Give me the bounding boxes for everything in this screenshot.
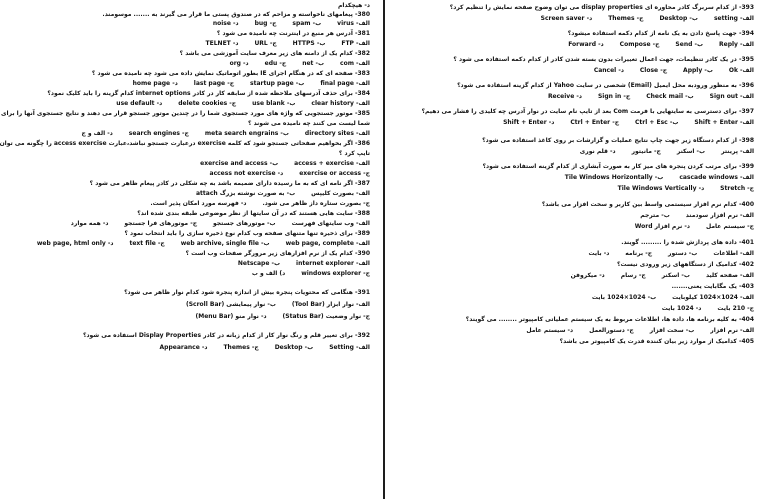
question-line: 384- برای حذف آدرسهای ملاحظه شده از سابقه کار در کادر internet options کدام گزینه را باید کلیک نمود؟ — [47, 90, 370, 97]
answer-option: الف- Reply — [719, 41, 754, 48]
answer-option: الف- setting — [713, 15, 754, 22]
answer-options — [400, 120, 754, 126]
right-page — [392, 0, 762, 499]
answer-option: د- Shift + Enter — [503, 119, 555, 126]
question-line: 380- پیغامهای ناخواسته و مزاحم که در صندوق پستی ما قرار می گیرند به ....... موسومند. — [102, 11, 370, 18]
answer-option: ب- نوار پیمایشی (Scroll Bar) — [185, 301, 276, 308]
answer-option: الف- بصورت کلیپس — [311, 190, 370, 197]
answer-option: د- قلم نوری — [579, 148, 616, 155]
question-line: 404- به کلیه برنامه ها، داده ها، اطلاعات مربوط به یک سیستم عملیاتی کامپیوتر ........ می گویند؟ — [465, 316, 754, 323]
question-line: 389- برای ذخیره تنها متنهای صفحه وب کدام نوع ذخیره سازی را باید انتخاب نمود ؟ — [124, 230, 370, 237]
question-line: 393- از کدام سربرگ کادر محاوره ای display properties می توان وضوح صفحه نمایش را تنظیم کرد؟ — [449, 4, 754, 11]
answer-option: د- access not exercise — [209, 170, 284, 177]
answer-option: ج- last page — [193, 80, 235, 87]
answer-options — [14, 191, 370, 197]
answer-options — [400, 273, 754, 279]
question-line: 403- یک مگابایت یعنی....... — [671, 283, 754, 290]
question-line: 401- داده های پردازش شده را ......... گویند. — [621, 239, 754, 246]
answer-option: ج- Stretch — [720, 185, 754, 192]
answer-option: د- Receive — [547, 93, 582, 100]
question-line: 395- در یک کادر تنظیمات، جهت اعمال تغییرات بدون بسته شدن کادر از کدام دکمه استفاده می شود ؟ — [453, 56, 754, 63]
question-line: 394- جهت پاسخ دادن به یک نامه از کدام دکمه استفاده میشود؟ — [567, 30, 754, 37]
answer-option: الف- نرم افزار سودمند — [685, 212, 754, 219]
answer-options — [14, 201, 370, 207]
answer-option: ج- سیستم عامل — [705, 223, 754, 230]
answer-option: ب- web archive, single file — [180, 240, 270, 247]
question-line: 383- صفحه ای که در هنگام اجرای IE بطور اتوماتیک نمایش داده می شود چه نامیده می شود ؟ — [91, 70, 370, 77]
answer-option: الف- وب سایتهای فهرست — [291, 220, 370, 227]
answer-option: الف- web page, complete — [285, 240, 370, 247]
answer-option: د- Tile Windows Vertically — [617, 185, 705, 192]
question-line: د- هیچکدام — [337, 2, 370, 9]
answer-option: ب- Tile Windows Horizontally — [564, 174, 664, 181]
answer-option: ج- Close — [639, 67, 668, 74]
answer-option: د- نوار منو (Menu Bar) — [195, 313, 267, 320]
answer-options — [400, 68, 754, 74]
answer-option: ب- use blank — [252, 100, 296, 107]
answer-options — [14, 161, 370, 167]
answer-option: ج- دستورالعمل — [589, 327, 634, 334]
answer-options — [400, 328, 754, 334]
answer-options — [400, 16, 754, 22]
answer-option: ج- bug — [254, 20, 277, 27]
answer-option: الف- FTP — [341, 40, 370, 47]
answer-options — [400, 94, 754, 100]
question-line: 399- برای مرتب کردن پنجره های میز کار به صورت آبشاری از کدام گزینه استفاده می شود؟ — [482, 163, 754, 170]
answer-options — [14, 261, 370, 267]
answer-options — [400, 149, 754, 155]
answer-option: د- TELNET — [205, 40, 239, 47]
answer-option: د- Screen saver — [540, 15, 593, 22]
answer-option: ب- Desktop — [274, 344, 314, 351]
answer-option: الف- final page — [320, 80, 370, 87]
answer-option: د- فهرسه مورد امکان پذیر است. — [150, 200, 247, 207]
answer-option: د- بایت — [588, 250, 610, 257]
answer-option: د) الف و ب — [251, 270, 286, 277]
answer-option: ج- نوار وضعیت (Status Bar) — [282, 313, 370, 320]
question-line: 396- به منظور ورودبه محل ایمیل (Email) شخصی در سایت Yahoo از کدام گزینه استفاده می شود؟ — [457, 82, 754, 89]
answer-option: ج- text file — [129, 240, 165, 247]
answer-options — [400, 213, 754, 219]
answer-option: د- org — [229, 60, 249, 67]
answer-option: ب- exercise and access — [200, 160, 279, 167]
answer-option: د- همه موارد — [70, 220, 109, 227]
answer-options — [400, 175, 754, 181]
question-line: 405- کدامیک از موارد زیر بیان کننده قدرت یک کامپیوتر می باشد؟ — [559, 338, 754, 345]
answer-option: ب- Check mail — [646, 93, 694, 100]
page-gutter — [383, 0, 385, 499]
answer-option: ج- برنامه — [625, 250, 653, 257]
answer-option: الف- پرینتر — [721, 148, 754, 155]
question-line: 386- اگر بخواهیم صفحاتی جستجو شود که کلمه exercise درعبارت جستجو نباشد،عبارت access exercise را چگونه می توان — [0, 140, 370, 147]
answer-option: ج- edu — [264, 60, 287, 67]
answer-option: ج- مانیتور — [631, 148, 661, 155]
answer-option: ج- Themes — [608, 15, 644, 22]
answer-option: ب- Netscape — [237, 260, 281, 267]
answer-option: ب- HTTPS — [292, 40, 326, 47]
answer-option: ب- net — [302, 60, 325, 67]
answer-options — [400, 224, 754, 230]
answer-options — [14, 241, 370, 247]
answer-option: ب- spam — [292, 20, 322, 27]
answer-option: الف- cascade windows — [679, 174, 754, 181]
answer-options — [400, 295, 754, 301]
answer-option: ب- اسکنر — [676, 148, 706, 155]
answer-option: ب- meta search engrains — [204, 130, 289, 137]
answer-option: د- 1024 بایت — [661, 305, 702, 312]
answer-option: د- web page, html only — [36, 240, 114, 247]
answer-option: ج- 210 بایت — [717, 305, 754, 312]
question-line: 392- برای تغییر قلم و رنگ نوار کار از کدام زبانه در کادر Display Properties استفاده می شود؟ — [82, 332, 370, 339]
answer-option: د- Forward — [568, 41, 604, 48]
answer-option: ب- دستور — [668, 250, 698, 257]
answer-option: ج- Themes — [223, 344, 259, 351]
answer-options — [14, 345, 370, 351]
answer-options — [14, 302, 370, 308]
question-line: 385- موتور جستجویی که واژه های مورد جستجوی شما را در چندین موتور جستجو قرار می دهند و نتایج جستجوی آنها را برای — [1, 110, 370, 117]
answer-options — [400, 42, 754, 48]
question-line: 398- از کدام دستگاه زیر جهت چاپ نتایج عملیات و گزارشات بر روی کاغذ استفاده می شود؟ — [482, 137, 754, 144]
answer-option: ج- Sign in — [597, 93, 631, 100]
answer-option: الف- access + exercise — [294, 160, 370, 167]
answer-option: د- home page — [132, 80, 178, 87]
answer-option: الف- directory sites — [304, 130, 370, 137]
answer-option: د- میکروفن — [570, 272, 605, 279]
answer-options — [14, 101, 370, 107]
question-line: 402- کدامیک از دستگاههای زیر ورودی نیست؟ — [617, 261, 754, 268]
answer-options — [14, 314, 370, 320]
answer-options — [14, 81, 370, 87]
answer-option: ج- Compose — [619, 41, 660, 48]
answer-option: الف- com — [340, 60, 370, 67]
answer-option: ج- search engines — [128, 130, 189, 137]
answer-option: ج- موتورهای فرا جستجو — [124, 220, 198, 227]
answer-options — [14, 61, 370, 67]
answer-option: د- سیستم عامل — [526, 327, 574, 334]
answer-option: الف- Sign out — [709, 93, 754, 100]
answer-option: ب- Ctrl + Esc — [635, 119, 679, 126]
answer-option: الف- صفحه کلید — [705, 272, 754, 279]
answer-option: د- Appearance — [159, 344, 208, 351]
answer-option: الف- clear history — [311, 100, 370, 107]
answer-options — [14, 271, 370, 277]
answer-option: ج- رسام — [620, 272, 646, 279]
question-line: 391- هنگامی که محتویات پنجره بیش از اندازه پنجره شود کدام نوار ظاهر می شود؟ — [124, 289, 370, 296]
answer-option: ب- اسکنر — [661, 272, 690, 279]
answer-option: د- noise — [212, 20, 239, 27]
answer-option: الف- internet explorer — [296, 260, 370, 267]
answer-option: ب- Desktop — [659, 15, 698, 22]
answer-option: ب- سخت افزار — [649, 327, 695, 334]
answer-options — [14, 221, 370, 227]
question-line: 390- کدام یک از نرم افزارهای زیر مرورگر صفحات وب است ؟ — [185, 250, 370, 257]
answer-option: الف- اطلاعات — [713, 250, 754, 257]
question-line: 400- کدام نرم افزار سیستمی واسط بین کاربر و سخت افزار می باشد؟ — [541, 201, 754, 208]
question-line: 381- آدرس هر منبع در اینترنت چه نامیده می شود ؟ — [216, 30, 370, 37]
question-line: 388- سایت هایی هستند که در آن سایتها از نظر موضوعی طبقه بندی شده اند؟ — [137, 210, 370, 217]
answer-option: الف- Shift + Enter — [694, 119, 754, 126]
answer-option: د- الف و ج — [81, 130, 113, 137]
answer-option: د- نرم افزار Word — [634, 223, 690, 230]
answer-options — [400, 306, 754, 312]
answer-option: ب- مترجم — [640, 212, 670, 219]
answer-option: د- Cancel — [593, 67, 624, 74]
answer-option: الف- 1024×1024 کیلوبایت — [672, 294, 754, 301]
answer-option: ب- به صورت نوشته بزرگ attach — [195, 190, 296, 197]
left-page — [0, 0, 378, 499]
answer-option: ج- delete cookies — [178, 100, 237, 107]
answer-options — [400, 186, 754, 192]
answer-option: الف- نوار ابزار (Tool Bar) — [291, 301, 370, 308]
answer-option: ب- Apply — [683, 67, 713, 74]
answer-options — [14, 41, 370, 47]
answer-option: ج- Ctrl + Enter — [570, 119, 620, 126]
answer-option: ب- startup page — [250, 80, 305, 87]
answer-option: الف- virus — [337, 20, 370, 27]
answer-option: ج- exercise or access — [299, 170, 370, 177]
answer-option: الف- Setting — [329, 344, 370, 351]
answer-option: د- use default — [116, 100, 163, 107]
answer-options — [14, 171, 370, 177]
question-line: تایپ کرد ؟ — [338, 150, 370, 157]
answer-options — [14, 131, 370, 137]
answer-option: الف- نرم افزار — [710, 327, 754, 334]
answer-option: ب- Send — [675, 41, 703, 48]
question-line: شما لیست می کنند چه نامیده می شوند ؟ — [248, 120, 370, 127]
answer-option: ب- موتورهای جستجو — [213, 220, 276, 227]
answer-option: ب- 1024×1024 بایت — [591, 294, 657, 301]
answer-options — [14, 21, 370, 27]
answer-option: ج- بصورت ستاره داز ظاهر می شود. — [262, 200, 370, 207]
answer-options — [400, 251, 754, 257]
question-line: 397- برای دسترسی به سایتهایی با فرمت Com بعد از تایپ نام سایت در نوار آدرس چه کلیدی را فشار می دهیم؟ — [421, 108, 754, 115]
question-line: 382- کدام یک از دامنه های زیر معرف سایت آموزشی می باشد ؟ — [179, 50, 370, 57]
answer-option: ج- URL — [254, 40, 277, 47]
answer-option: الف- Ok — [728, 67, 754, 74]
answer-option: ج- windows explorer — [301, 270, 370, 277]
question-line: 387- اگر نامه ای که به ما رسیده دارای ضمیمه باشد به چه شکلی در کادر پیغام ظاهر می شود ؟ — [89, 180, 370, 187]
